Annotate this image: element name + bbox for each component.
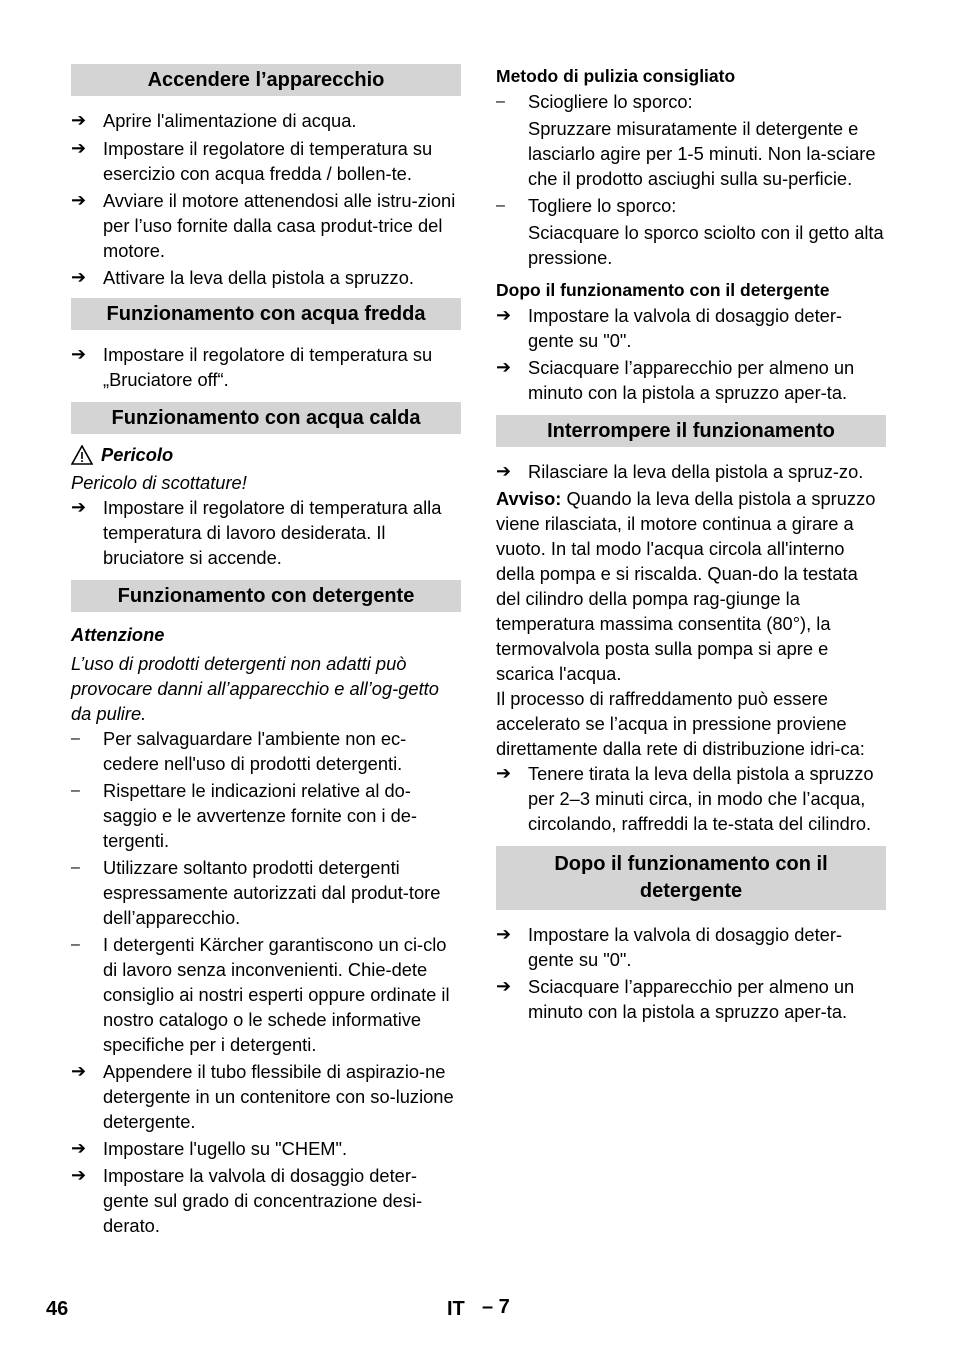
page-number: 46: [46, 1298, 69, 1320]
list-item: ➔ Impostare la valvola di dosaggio deter-gente su "0".: [496, 305, 843, 351]
method-step-text: Spruzzare misuratamente il detergente e lasciarlo agire per 1-5 minuti. Non la-sciare che il prodotto asciughi sulla su-perficie.: [528, 118, 876, 189]
right-column: [496, 64, 886, 1024]
arrow-right-icon: ➔: [496, 924, 512, 944]
section-title-switch-on: Accendere l’apparecchio: [71, 64, 461, 96]
arrow-right-icon: ➔: [71, 1138, 87, 1158]
method-step-text: Sciacquare lo sporco sciolto con il getto alta pressione.: [528, 222, 884, 268]
section-title-detergent: Funzionamento con detergente: [71, 580, 461, 612]
arrow-right-icon: ➔: [71, 190, 87, 210]
section-title-after-detergent: Dopo il funzionamento con il detergente: [496, 846, 886, 910]
list-item: ➔ Impostare il regolatore di temperatura su „Bruciatore off“.: [71, 344, 433, 390]
arrow-right-icon: ➔: [496, 461, 512, 481]
list-item: ➔ Tenere tirata la leva della pistola a spruzzo per 2–3 minuti circa, in modo che l’acqua, circolando, raffreddi la te-stata del cilindro.: [496, 763, 874, 834]
left-column: [71, 64, 461, 1238]
list-item: ➔ Attivare la leva della pistola a spruzzo.: [71, 267, 414, 288]
list-item: ➔ Sciacquare l’apparecchio per almeno un minuto con la pistola a spruzzo aper-ta.: [496, 976, 855, 1022]
arrow-right-icon: ➔: [71, 110, 87, 130]
list-item: – Sciogliere lo sporco:: [496, 91, 693, 112]
notice-label: Avviso:: [496, 488, 562, 509]
list-item: ➔ Rilasciare la leva della pistola a spruz-zo.: [496, 461, 864, 482]
list-item: ➔ Sciacquare l’apparecchio per almeno un minuto con la pistola a spruzzo aper-ta.: [496, 357, 855, 403]
list-item: – Utilizzare soltanto prodotti detergenti espressamente autorizzati dal produt-tore dell’apparecchio.: [71, 857, 441, 928]
cooling-paragraph: Il processo di raffreddamento può essere accelerato se l’acqua in pressione proviene direttamente dalla rete di distribuzione idri-ca:: [496, 688, 865, 759]
warning-text: Pericolo di scottature!: [71, 472, 247, 493]
section-title-hot-water: Funzionamento con acqua calda: [71, 402, 461, 434]
arrow-right-icon: ➔: [71, 138, 87, 158]
list-item: – Per salvaguardare l'ambiente non ec-cedere nell'uso di prodotti detergenti.: [71, 728, 407, 774]
dash-bullet: –: [496, 197, 505, 214]
dash-bullet: –: [71, 782, 80, 799]
list-item: – Rispettare le indicazioni relative al do-saggio e le avvertenze fornite con i de-tergenti.: [71, 780, 418, 851]
arrow-right-icon: ➔: [496, 305, 512, 325]
warning-triangle-icon: [71, 445, 93, 465]
arrow-right-icon: ➔: [71, 1061, 87, 1081]
dash-bullet: –: [71, 730, 80, 747]
attention-label: Attenzione: [71, 624, 165, 645]
dash-bullet: –: [71, 936, 80, 953]
list-item: ➔ Aprire l'alimentazione di acqua.: [71, 110, 357, 131]
dash-bullet: –: [71, 859, 80, 876]
arrow-right-icon: ➔: [71, 1165, 87, 1185]
arrow-right-icon: ➔: [71, 267, 87, 287]
list-item: ➔ Impostare il regolatore di temperatura alla temperatura di lavoro desiderata. Il bruciatore si accende.: [71, 497, 442, 568]
arrow-right-icon: ➔: [71, 497, 87, 517]
list-item: ➔ Avviare il motore attenendosi alle istru-zioni per l’uso fornite dalla casa produt-trice del motore.: [71, 190, 456, 261]
warning-label: Pericolo: [101, 444, 174, 465]
notice-paragraph: Avviso: Quando la leva della pistola a spruzzo viene rilasciata, il motore continua a girare a vuoto. In tal modo l'acqua circola all'interno della pompa e si riscalda. Quan-do la testata del cilindro della pompa rag-giunge la temperatura massima consentita (80°), la termovalvola posta sulla pompa si apre e scarica l'acqua.: [496, 488, 876, 684]
list-item: – I detergenti Kärcher garantiscono un ci-clo di lavoro senza inconvenienti. Chie-dete consiglio ai nostri esperti oppure ordinate il nostro catalogo o le schede informative specifiche per i detergenti.: [71, 934, 450, 1055]
section-title-interrupt: Interrompere il funzionamento: [496, 415, 886, 447]
list-item: ➔ Appendere il tubo flessibile di aspirazio-ne detergente in un contenitore con so-luzione detergente.: [71, 1061, 454, 1132]
section-title-cold-water: Funzionamento con acqua fredda: [71, 298, 461, 330]
section-page: – 7: [482, 1296, 510, 1318]
list-item: ➔ Impostare l'ugello su "CHEM".: [71, 1138, 348, 1159]
list-item: ➔ Impostare la valvola di dosaggio deter-gente su "0".: [496, 924, 843, 970]
dash-bullet: –: [496, 93, 505, 110]
list-item: ➔ Impostare il regolatore di temperatura su esercizio con acqua fredda / bollen-te.: [71, 138, 433, 184]
arrow-right-icon: ➔: [71, 344, 87, 364]
arrow-right-icon: ➔: [496, 976, 512, 996]
language-code: IT: [447, 1298, 465, 1320]
method-title: Metodo di pulizia consigliato: [496, 66, 736, 86]
list-item: – Togliere lo sporco:: [496, 195, 677, 216]
after-detergent-subtitle: Dopo il funzionamento con il detergente: [496, 280, 830, 300]
attention-text: L’uso di prodotti detergenti non adatti può provocare danni all’apparecchio e all’og-getto da pulire.: [71, 653, 439, 724]
arrow-right-icon: ➔: [496, 763, 512, 783]
arrow-right-icon: ➔: [496, 357, 512, 377]
list-item: ➔ Impostare la valvola di dosaggio deter-gente sul grado di concentrazione desi-derato.: [71, 1165, 423, 1236]
warning-heading: [71, 442, 461, 467]
